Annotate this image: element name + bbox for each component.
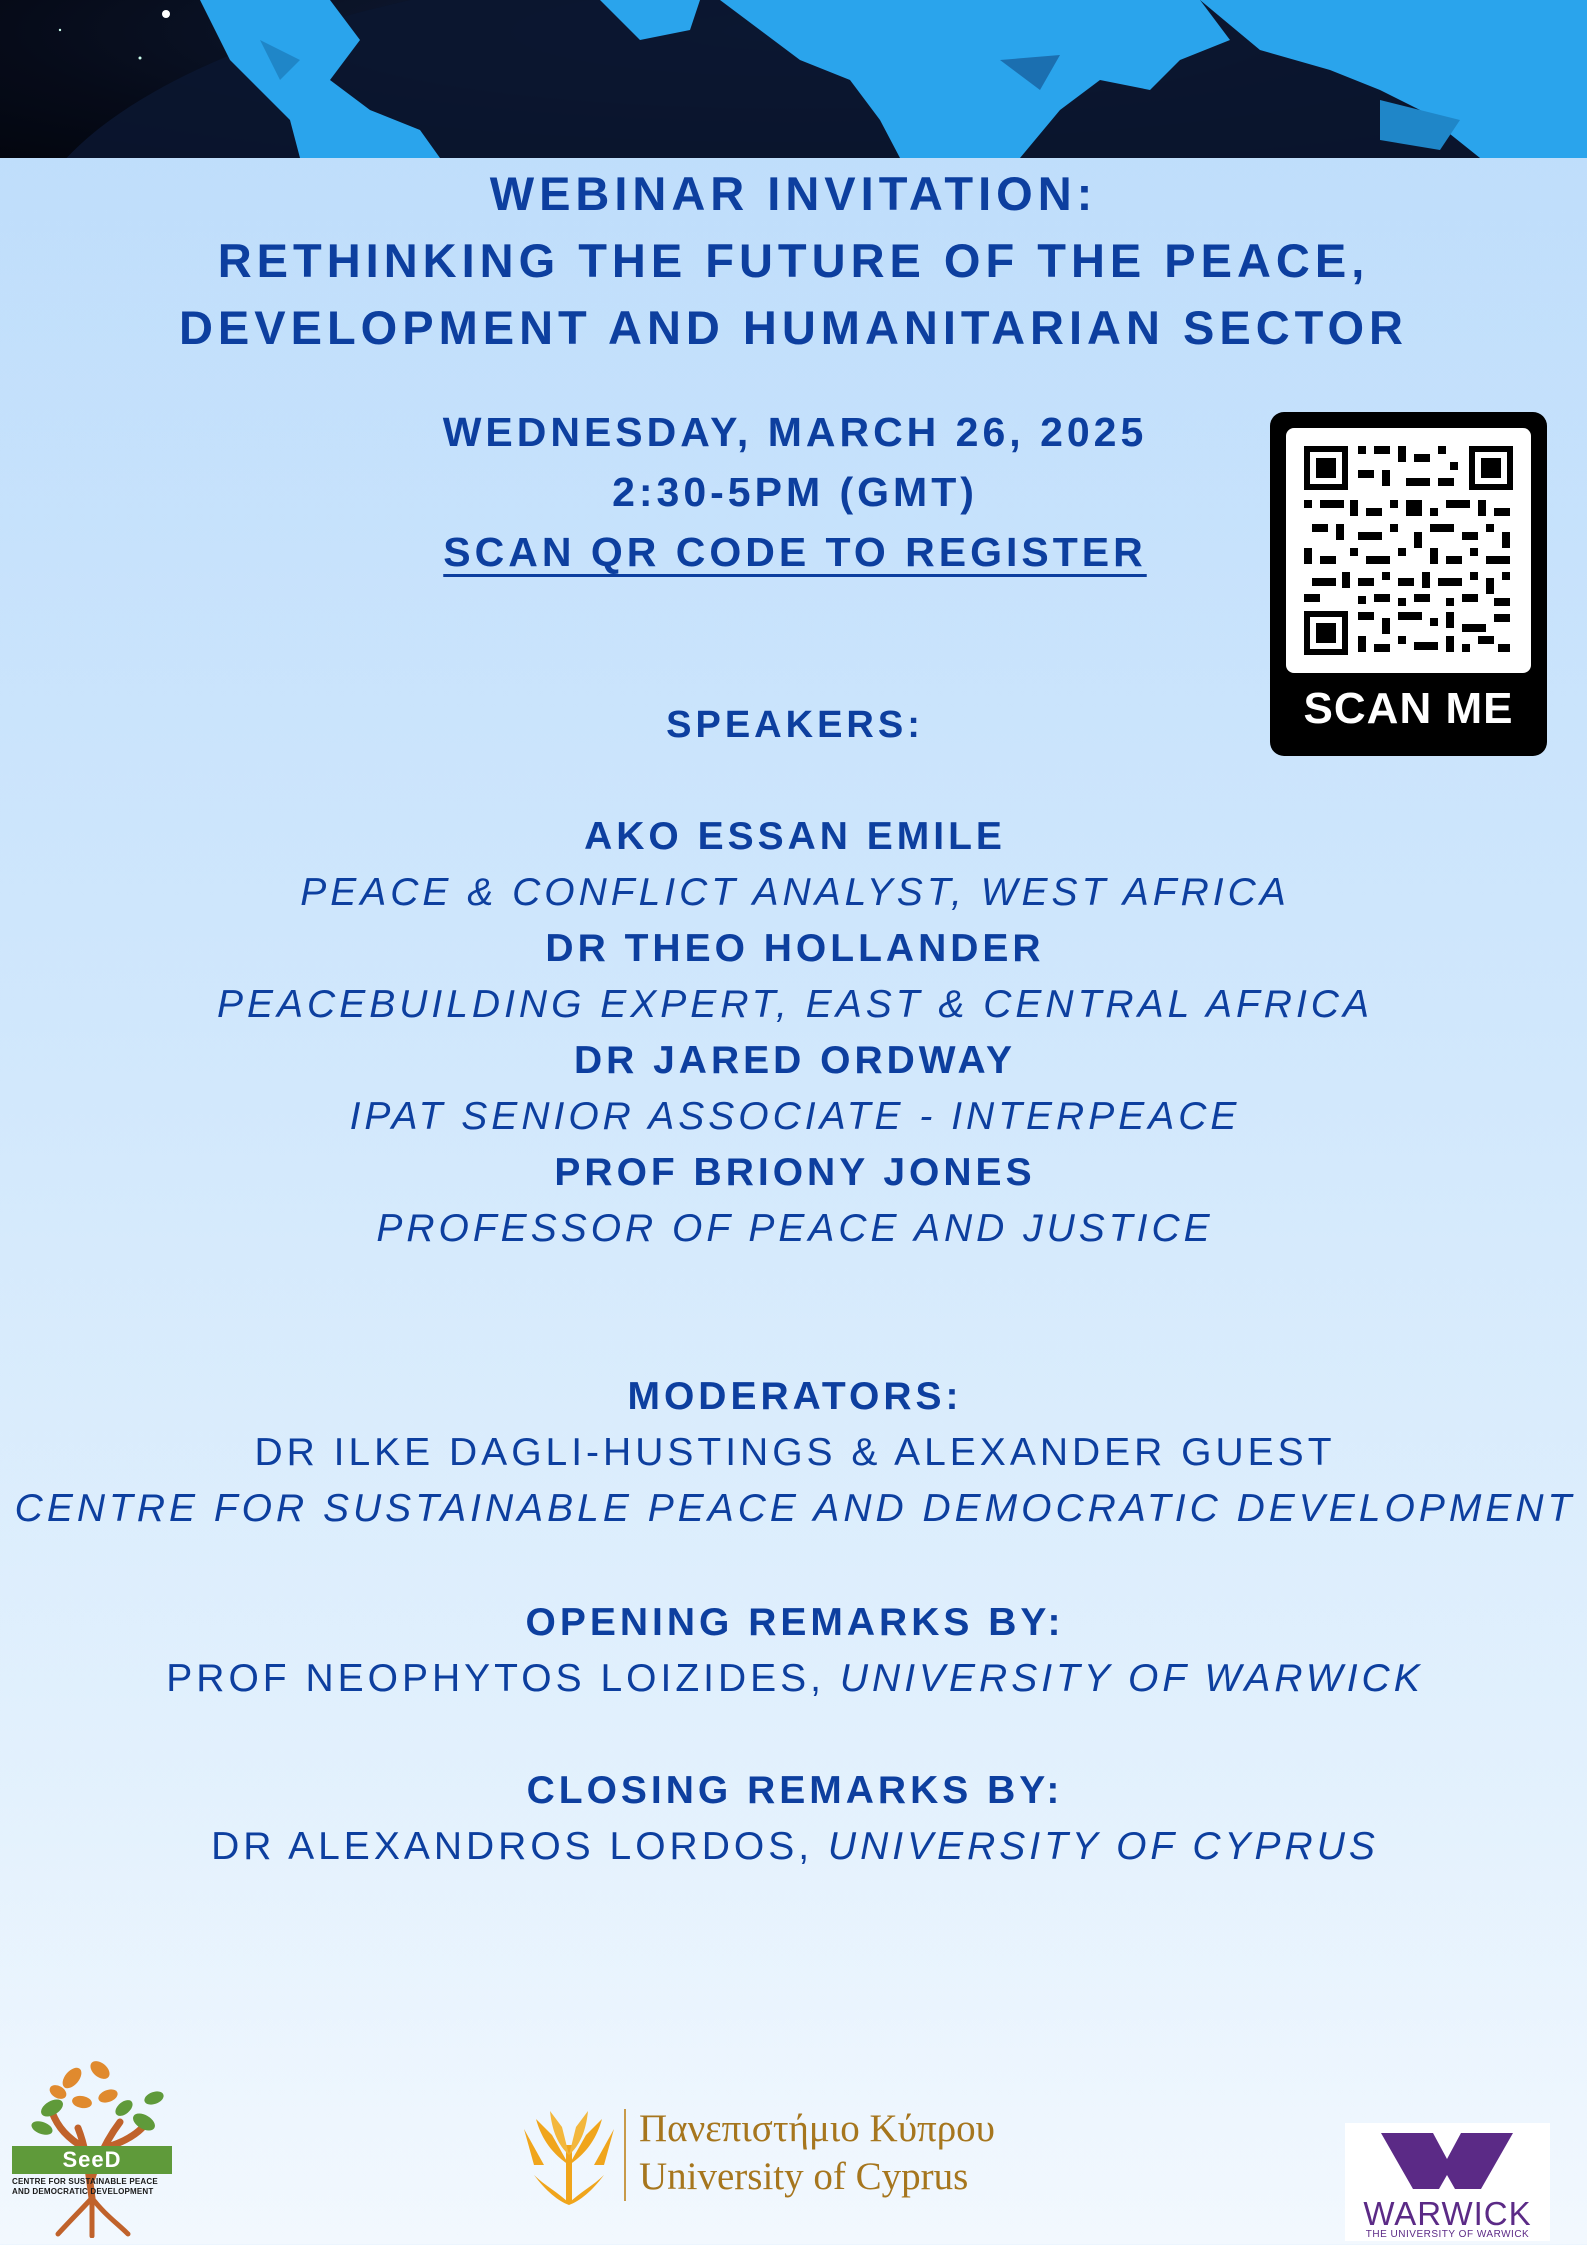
ucy-divider [624,2109,626,2201]
qr-code[interactable] [1286,428,1531,673]
seed-logo [8,2038,176,2238]
globe-graphic [0,0,1587,158]
closing-name: DR ALEXANDROS LORDOS, [211,1825,814,1868]
closing-remarks-section [0,1763,1587,1875]
speaker-name: AKO ESSAN EMILE [584,815,1006,858]
ucy-emblem-icon [514,2105,624,2205]
header-banner-globe [0,0,1587,158]
opening-remarks-section [0,1595,1587,1707]
opening-speaker [0,1651,1587,1707]
moderators-heading: MODERATORS: [627,1375,963,1418]
warwick-wordmark: WARWICK [1363,2195,1532,2232]
seed-line-1: CENTRE FOR SUSTAINABLE PEACE [12,2177,158,2186]
moderators-names: DR ILKE DAGLI-HUSTINGS & ALEXANDER GUEST [254,1431,1336,1474]
speakers-heading: SPEAKERS: [666,704,924,746]
title-line-1: WEBINAR INVITATION: [489,167,1098,220]
speaker-name: DR THEO HOLLANDER [545,927,1045,970]
speakers-list [0,809,1587,1257]
speaker-name: PROF BRIONY JONES [554,1151,1036,1194]
seed-line-2: AND DEMOCRATIC DEVELOPMENT [12,2187,154,2196]
ucy-name [639,2105,995,2201]
register-link[interactable]: SCAN QR CODE TO REGISTER [443,529,1147,575]
event-date: WEDNESDAY, MARCH 26, 2025 [442,409,1148,455]
ucy-english: University of Cyprus [639,2155,969,2198]
seed-abbr: SeeD [62,2147,122,2172]
speaker-role: IPAT SENIOR ASSOCIATE - INTERPEACE [349,1095,1241,1138]
speaker-name: DR JARED ORDWAY [573,1039,1017,1082]
ucy-logo [514,2105,1034,2205]
event-time: 2:30-5PM (GMT) [612,469,978,515]
moderators-org: CENTRE FOR SUSTAINABLE PEACE AND DEMOCRATIC DEVELOPMENT [14,1487,1576,1530]
page-title [0,160,1587,361]
title-line-2: RETHINKING THE FUTURE OF THE PEACE, [217,234,1370,287]
speaker-role: PEACEBUILDING EXPERT, EAST & CENTRAL AFRICA [217,983,1373,1026]
opening-org: UNIVERSITY OF WARWICK [839,1657,1424,1700]
speaker-role: PROFESSOR OF PEACE AND JUSTICE [376,1207,1214,1250]
closing-heading: CLOSING REMARKS BY: [526,1769,1064,1812]
seed-fullname [12,2177,172,2197]
warwick-subtitle: THE UNIVERSITY OF WARWICK [1365,2229,1530,2240]
title-line-3: DEVELOPMENT AND HUMANITARIAN SECTOR [178,301,1409,354]
warwick-logo [1345,2123,1550,2241]
qr-code-icon [1286,428,1531,673]
qr-scan-label: SCAN ME [1303,684,1514,733]
warwick-w-icon [1345,2123,1550,2195]
opening-name: PROF NEOPHYTOS LOIZIDES, [166,1657,826,1700]
closing-speaker [0,1819,1587,1875]
closing-org: UNIVERSITY OF CYPRUS [827,1825,1379,1868]
speaker-role: PEACE & CONFLICT ANALYST, WEST AFRICA [300,871,1290,914]
moderators-section [0,1369,1587,1537]
tree-icon [8,2038,176,2238]
ucy-greek: Πανεπιστήμιο Κύπρου [639,2107,995,2150]
opening-heading: OPENING REMARKS BY: [525,1601,1065,1644]
